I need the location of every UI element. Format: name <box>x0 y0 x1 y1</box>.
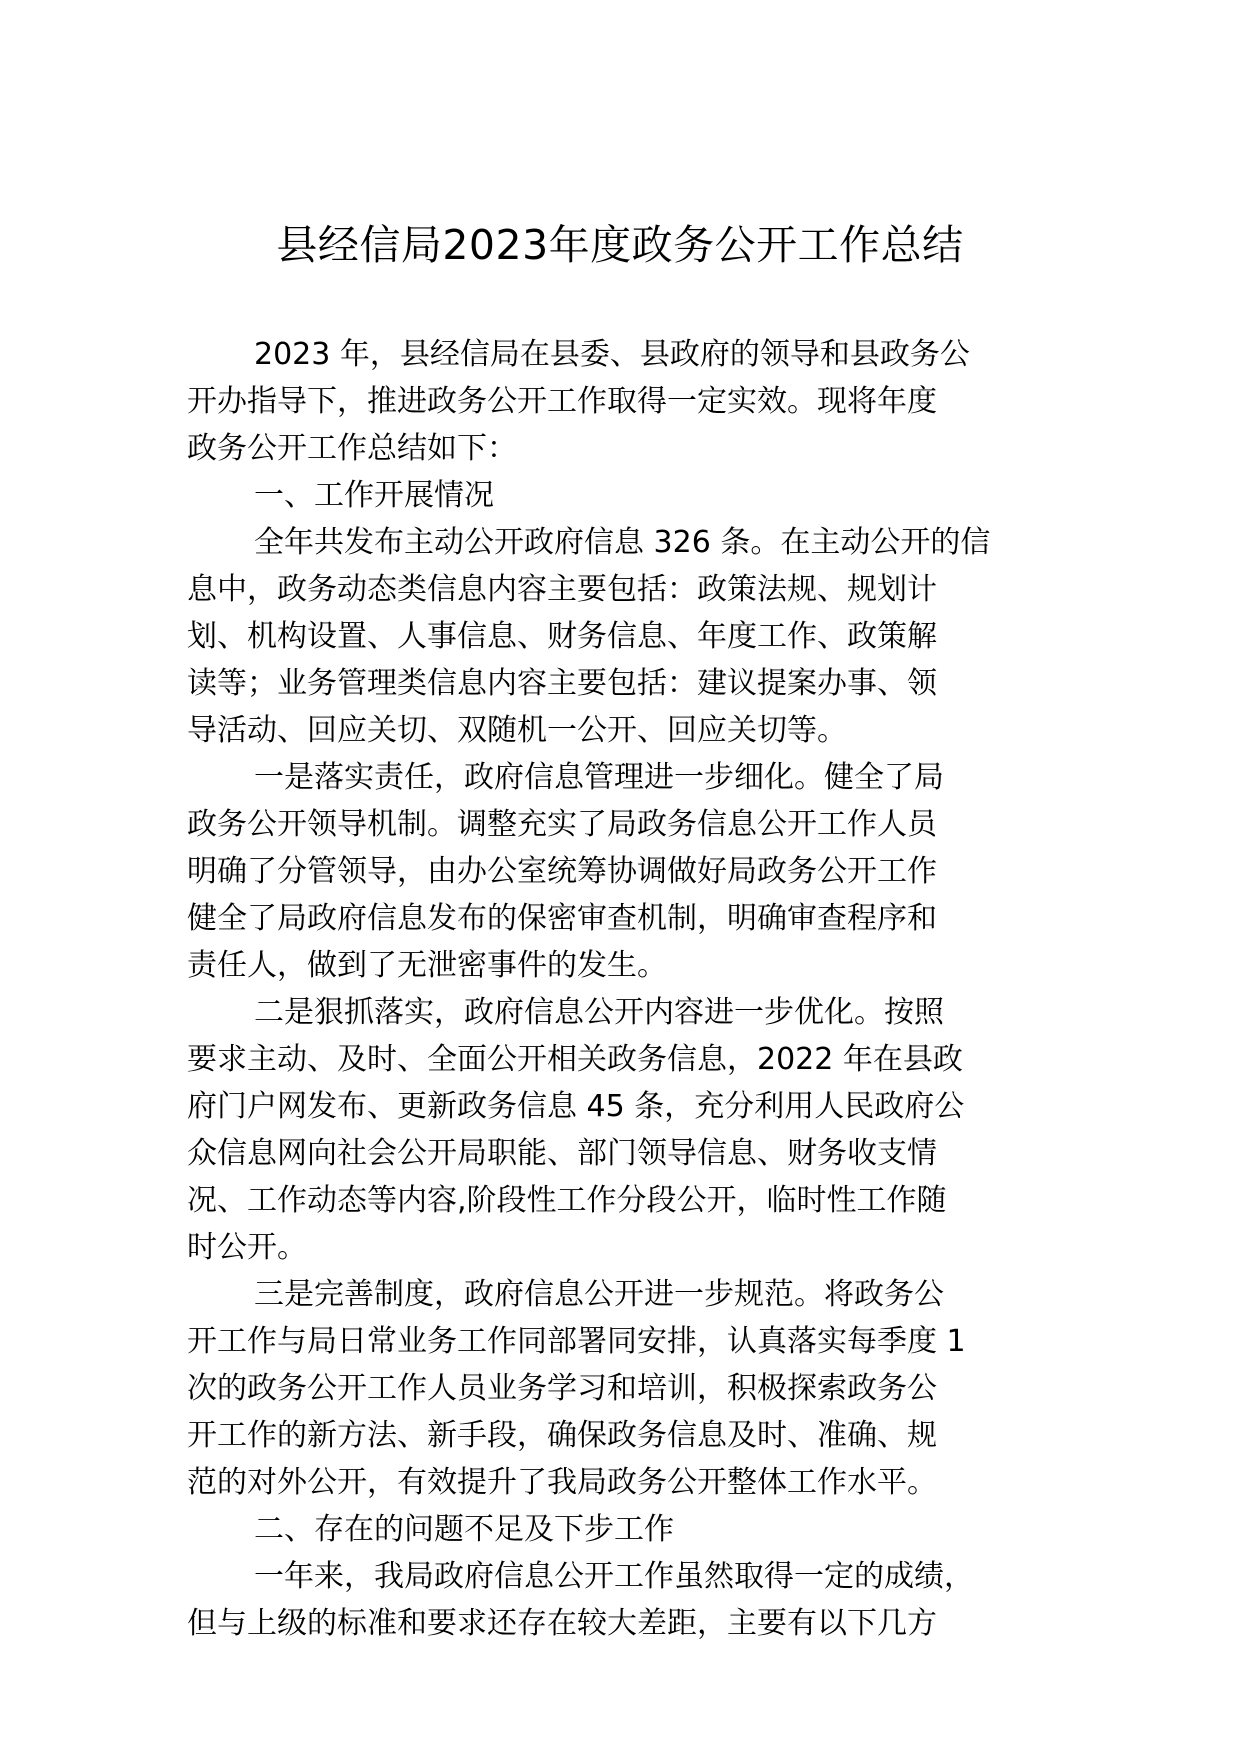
body-line: 范的对外公开，有效提升了我局政务公开整体工作水平。 <box>187 1465 937 1500</box>
body-line: 时公开。 <box>187 1230 307 1265</box>
body-line: 一是落实责任，政府信息管理进一步细化。健全了局 <box>254 760 944 795</box>
body-line: 责任人，做到了无泄密事件的发生。 <box>187 948 667 983</box>
body-line: 二、存在的问题不足及下步工作 <box>254 1512 674 1547</box>
body-line: 全年共发布主动公开政府信息 326 条。在主动公开的信 <box>254 525 991 560</box>
body-line: 一、工作开展情况 <box>254 478 494 513</box>
body-line: 读等；业务管理类信息内容主要包括：建议提案办事、领 <box>187 666 937 701</box>
body-line: 众信息网向社会公开局职能、部门领导信息、财务收支情 <box>187 1136 937 1171</box>
body-line: 但与上级的标准和要求还存在较大差距，主要有以下几方 <box>187 1606 937 1641</box>
body-line: 政务公开领导机制。调整充实了局政务信息公开工作人员 <box>187 807 937 842</box>
body-line: 次的政务公开工作人员业务学习和培训，积极探索政务公 <box>187 1371 937 1406</box>
body-line: 政务公开工作总结如下： <box>187 431 517 466</box>
body-line: 导活动、回应关切、双随机一公开、回应关切等。 <box>187 713 847 748</box>
body-line: 划、机构设置、人事信息、财务信息、年度工作、政策解 <box>187 619 937 654</box>
body-line: 息中，政务动态类信息内容主要包括：政策法规、规划计 <box>187 572 937 607</box>
body-line: 2023 年，县经信局在县委、县政府的领导和县政务公 <box>254 337 970 372</box>
body-line: 府门户网发布、更新政务信息 45 条，充分利用人民政府公 <box>187 1089 965 1124</box>
body-line: 健全了局政府信息发布的保密审查机制，明确审查程序和 <box>187 901 937 936</box>
body-line: 明确了分管领导，由办公室统筹协调做好局政务公开工作 <box>187 854 937 889</box>
body-line: 二是狠抓落实，政府信息公开内容进一步优化。按照 <box>254 995 944 1030</box>
body-line: 开工作与局日常业务工作同部署同安排，认真落实每季度 1 <box>187 1324 966 1359</box>
body-line: 一年来，我局政府信息公开工作虽然取得一定的成绩， <box>254 1559 974 1594</box>
body-line: 三是完善制度，政府信息公开进一步规范。将政务公 <box>254 1277 944 1312</box>
body-line: 况、工作动态等内容,阶段性工作分段公开，临时性工作随 <box>187 1183 947 1218</box>
document-title: 县经信局2023年度政务公开工作总结 <box>276 221 964 269</box>
document-body <box>187 331 1047 1647</box>
body-line: 开工作的新方法、新手段，确保政务信息及时、准确、规 <box>187 1418 937 1453</box>
body-line: 开办指导下，推进政务公开工作取得一定实效。现将年度 <box>187 384 937 419</box>
body-line: 要求主动、及时、全面公开相关政务信息，2022 年在县政 <box>187 1042 963 1077</box>
